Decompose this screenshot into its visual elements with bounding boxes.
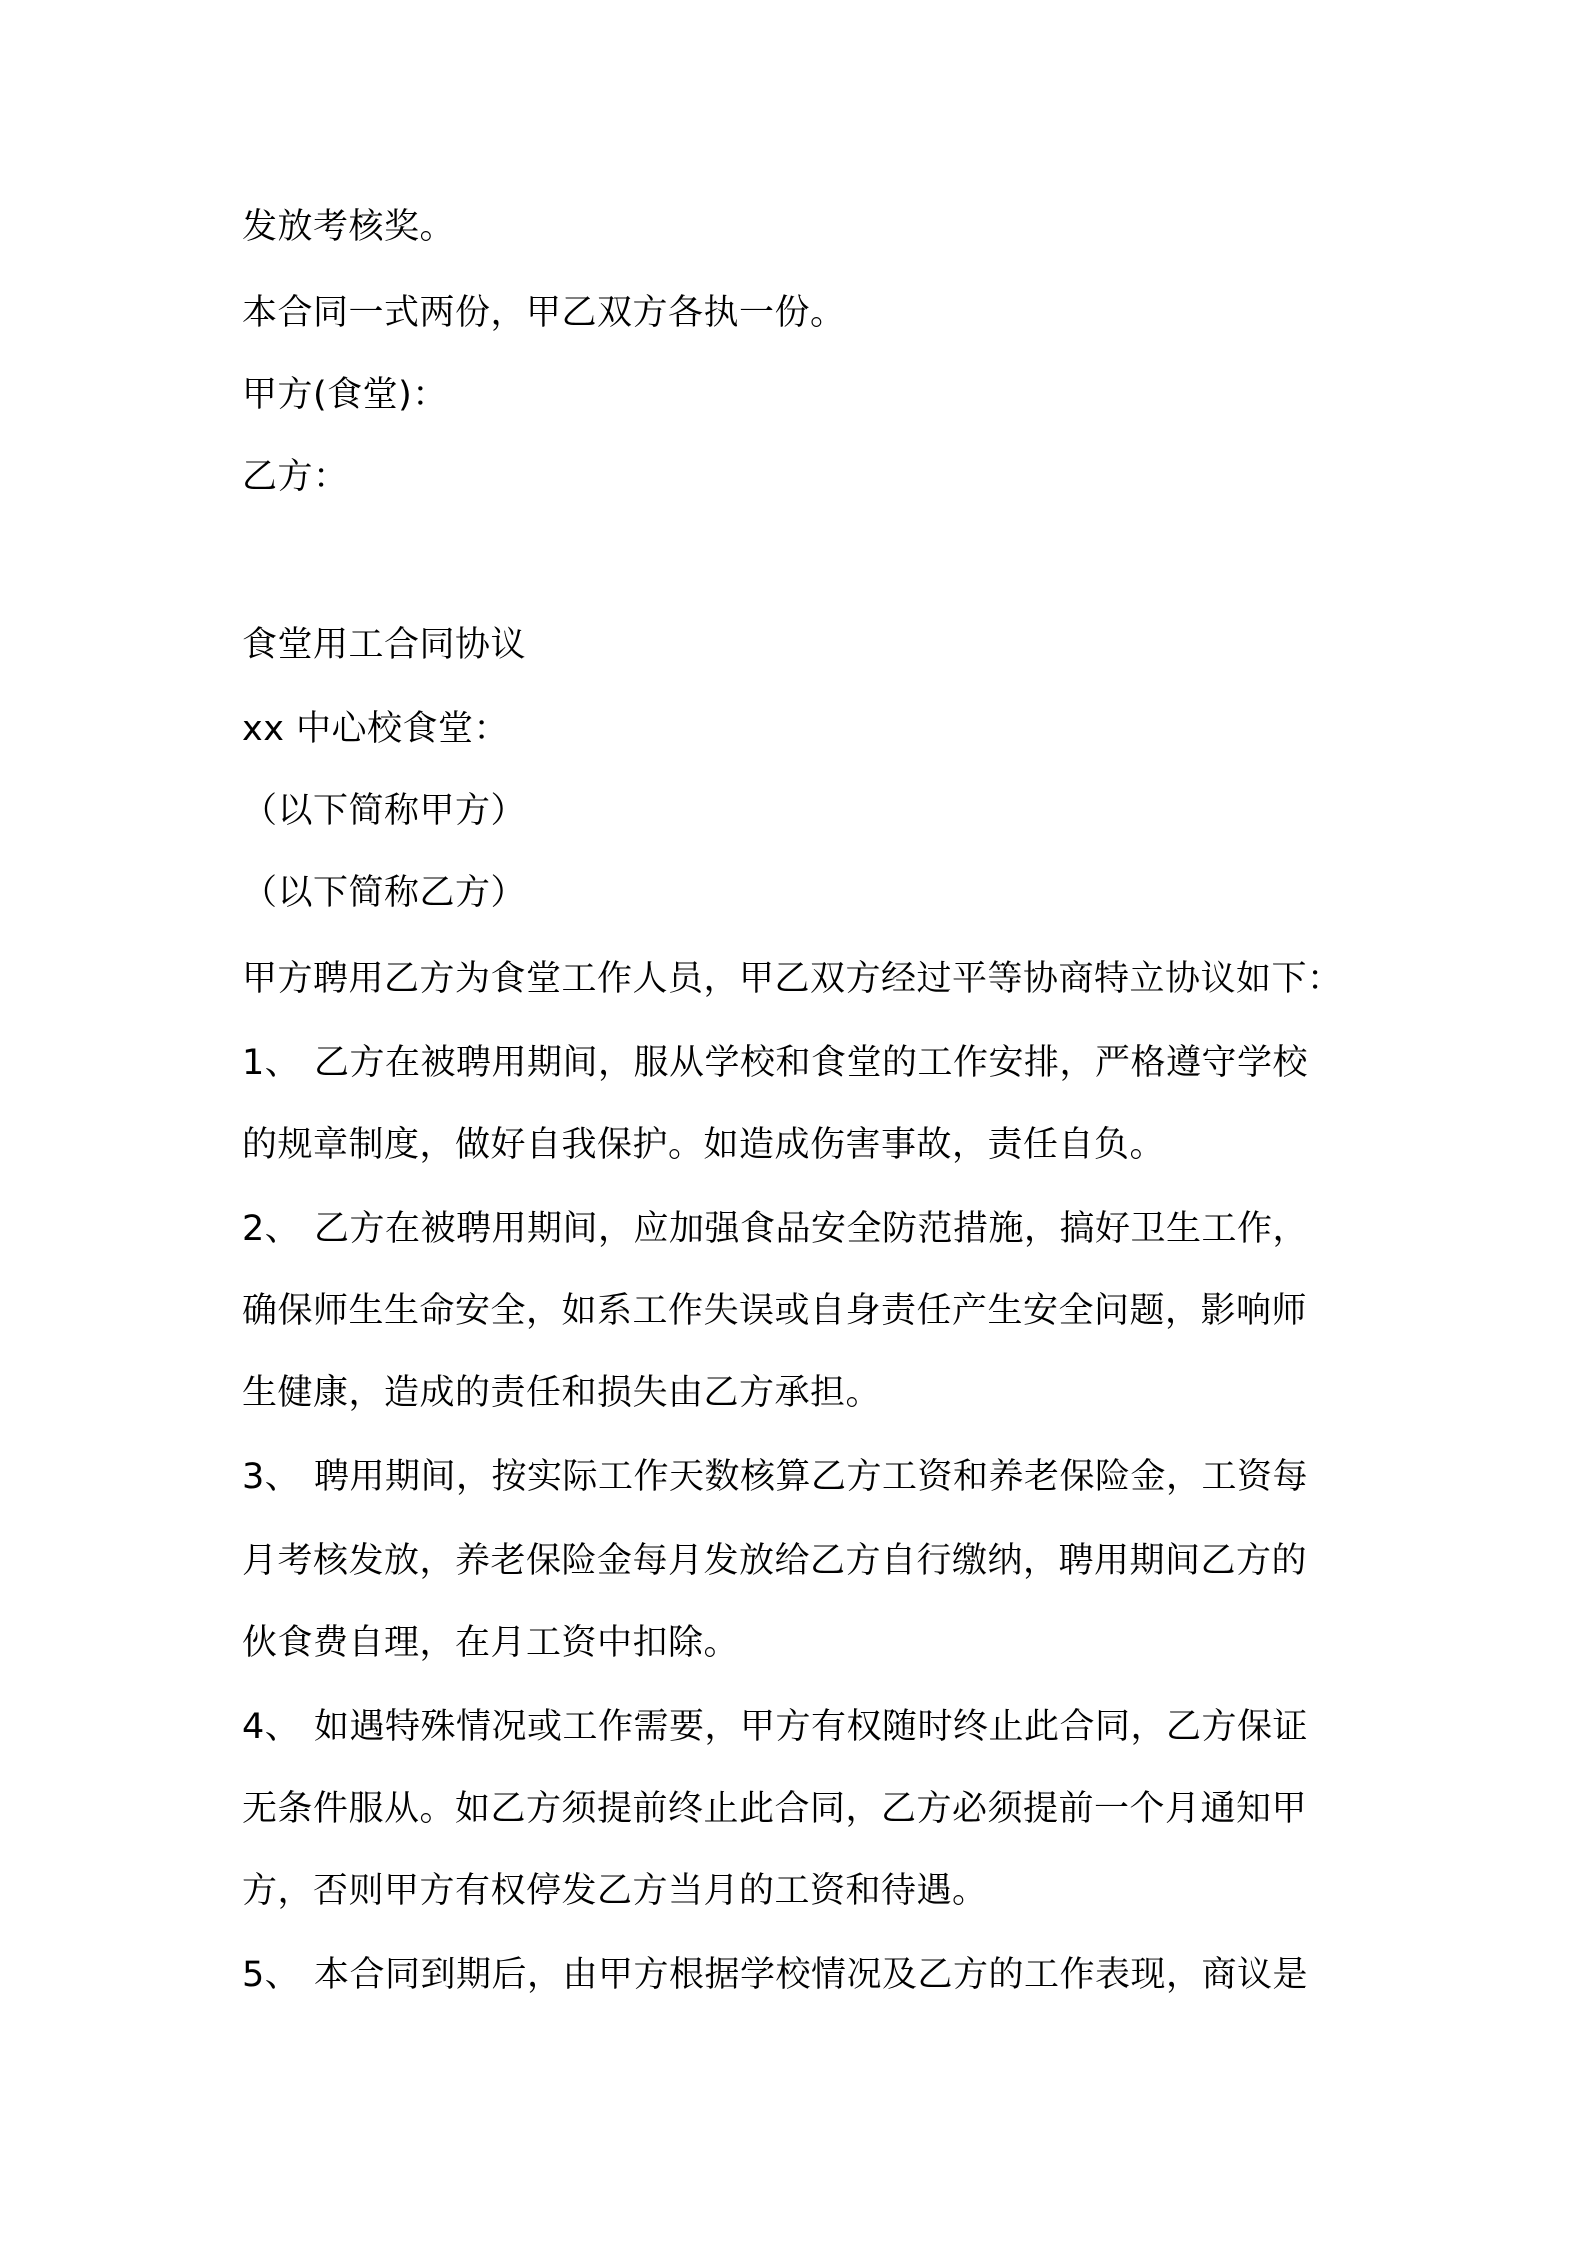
clause-number: 4、 (242, 1707, 301, 1747)
clause-2-line (242, 1208, 1308, 1250)
text-line: 本合同一式两份，甲乙双方各执一份。 (242, 293, 846, 333)
clause-number: 5、 (242, 1955, 301, 1995)
party-b-line: 乙方： (242, 457, 349, 497)
text-line: 伙食费自理，在月工资中扣除。 (242, 1623, 740, 1663)
text-line: 发放考核奖。 (242, 207, 456, 247)
text-line: xx 中心校食堂： (242, 709, 510, 749)
clause-text: 乙方在被聘用期间，应加强食品安全防范措施，搞好卫生工作， (314, 1209, 1309, 1249)
clause-4-line (242, 1706, 1308, 1748)
intro-line: 甲方聘用乙方为食堂工作人员，甲乙双方经过平等协商特立协议如下： (242, 959, 1343, 999)
document-title: 食堂用工合同协议 (242, 625, 527, 665)
clause-text: 聘用期间，按实际工作天数核算乙方工资和养老保险金，工资每 (314, 1457, 1309, 1497)
text-line: （以下简称甲方） (242, 791, 527, 831)
text-line: （以下简称乙方） (242, 873, 527, 913)
clause-5-line (242, 1954, 1308, 1996)
clause-1-line (242, 1042, 1308, 1084)
clause-text: 如遇特殊情况或工作需要，甲方有权随时终止此合同，乙方保证 (314, 1707, 1309, 1747)
text-line: 生健康，造成的责任和损失由乙方承担。 (242, 1373, 882, 1413)
text-line: 确保师生生命安全，如系工作失误或自身责任产生安全问题，影响师 (242, 1291, 1308, 1331)
party-a-line: 甲方(食堂)： (242, 375, 448, 415)
text-line: 方，否则甲方有权停发乙方当月的工资和待遇。 (242, 1871, 988, 1911)
text-line: 无条件服从。如乙方须提前终止此合同，乙方必须提前一个月通知甲 (242, 1789, 1308, 1829)
clause-text: 乙方在被聘用期间，服从学校和食堂的工作安排，严格遵守学校 (314, 1043, 1309, 1083)
clause-number: 3、 (242, 1457, 301, 1497)
clause-number: 2、 (242, 1209, 301, 1249)
clause-text: 本合同到期后，由甲方根据学校情况及乙方的工作表现，商议是 (314, 1955, 1309, 1995)
clause-3-line (242, 1456, 1308, 1498)
text-line: 月考核发放，养老保险金每月发放给乙方自行缴纳，聘用期间乙方的 (242, 1541, 1308, 1581)
clause-number: 1、 (242, 1043, 301, 1083)
text-line: 的规章制度，做好自我保护。如造成伤害事故，责任自负。 (242, 1125, 1166, 1165)
